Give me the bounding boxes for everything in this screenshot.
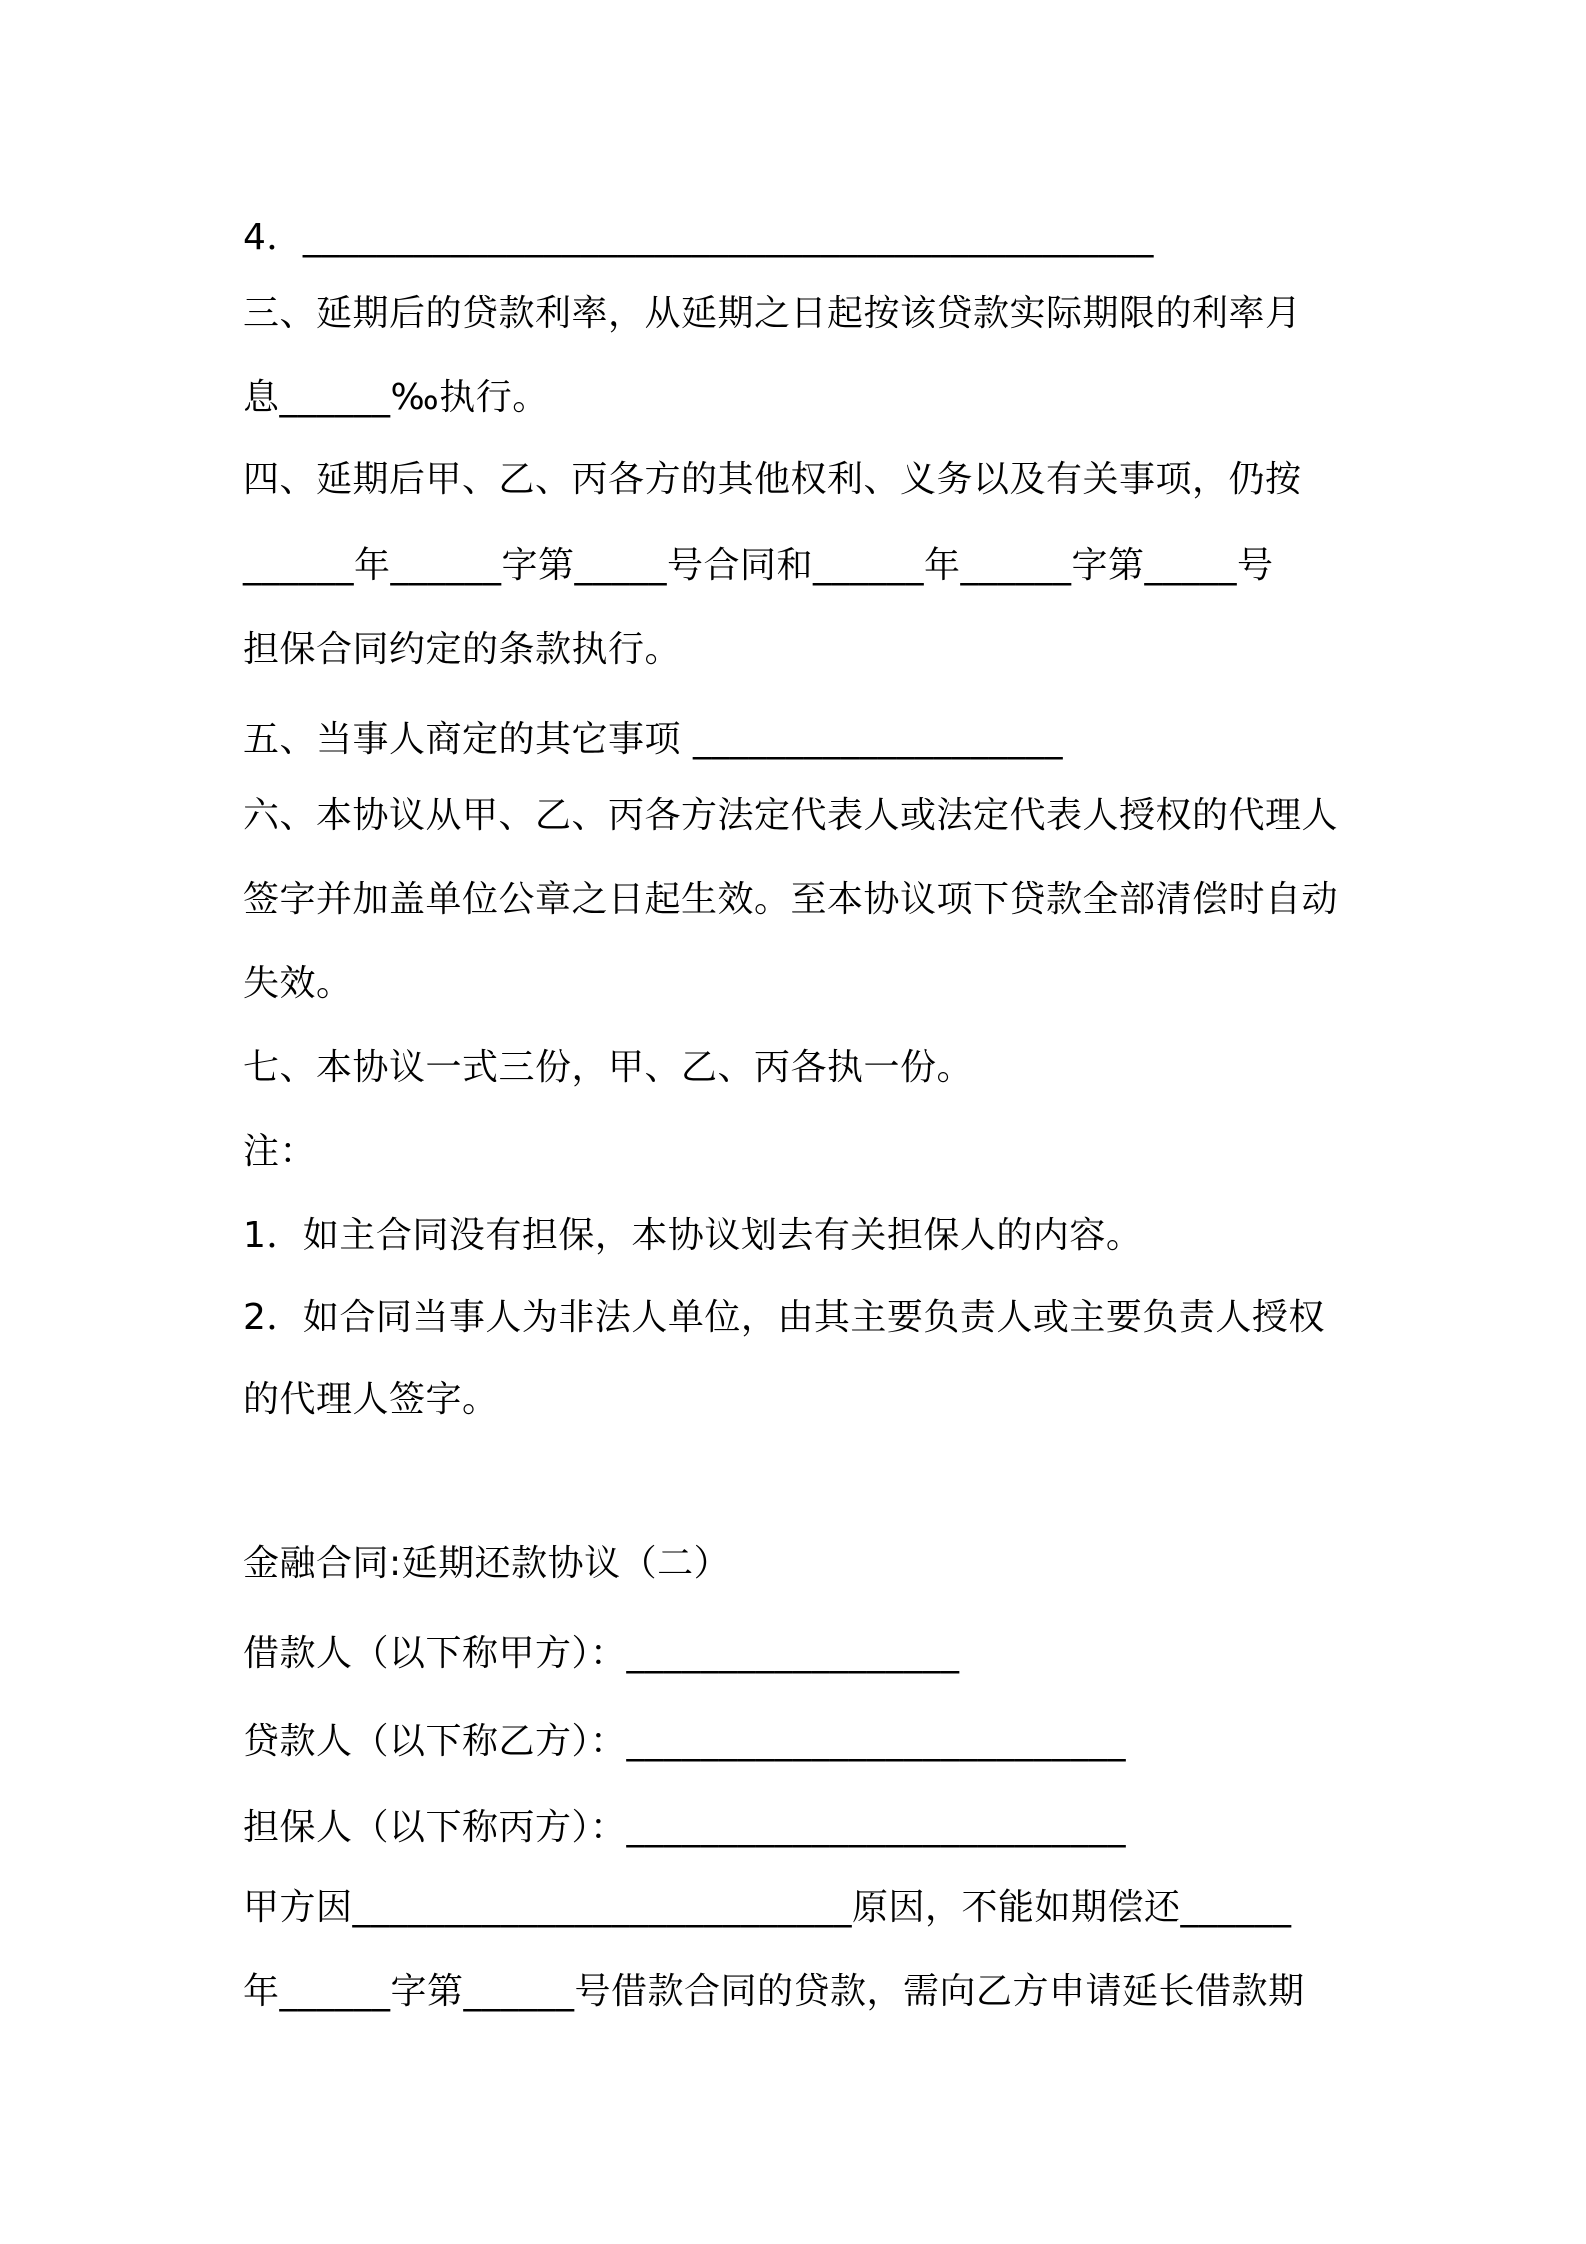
clause-5: 五、当事人商定的其它事项 ____________________ [243,719,1063,760]
clause-7: 七、本协议一式三份，甲、乙、丙各执一份。 [243,1047,974,1088]
clause-6-line-3: 失效。 [243,963,353,1004]
body-paragraph-line-1: 甲方因___________________________原因，不能如期偿还______ [243,1887,1292,1928]
clause-6-line-1: 六、本协议从甲、乙、丙各方法定代表人或法定代表人授权的代理人 [243,795,1339,836]
clause-6-line-2: 签字并加盖单位公章之日起生效。至本协议项下贷款全部清偿时自动 [243,879,1339,920]
clause-4-line-2: ______年______字第_____号合同和______年______字第_____号 [243,545,1274,586]
body-paragraph-line-2: 年______字第______号借款合同的贷款，需向乙方申请延长借款期 [243,1971,1305,2012]
note-2-line-2: 的代理人签字。 [243,1379,499,1420]
clause-3-line-1: 三、延期后的贷款利率，从延期之日起按该贷款实际期限的利率月 [243,293,1302,334]
party-a-line: 借款人（以下称甲方）：__________________ [243,1633,960,1674]
blank-item-4: 4．______________________________________________ [243,217,1154,258]
note-1: 1．如主合同没有担保，本协议划去有关担保人的内容。 [243,1215,1143,1256]
party-b-line: 贷款人（以下称乙方）：___________________________ [243,1721,1127,1762]
section-title: 金融合同:延期还款协议（二） [243,1543,731,1584]
clause-3-line-2: 息______‰执行。 [243,377,549,418]
party-c-line: 担保人（以下称丙方）：___________________________ [243,1807,1127,1848]
note-2-line-1: 2．如合同当事人为非法人单位，由其主要负责人或主要负责人授权 [243,1297,1325,1338]
clause-4-line-3: 担保合同约定的条款执行。 [243,629,682,670]
clause-4-line-1: 四、延期后甲、乙、丙各方的其他权利、义务以及有关事项，仍按 [243,459,1302,500]
notes-heading: 注： [243,1131,317,1172]
